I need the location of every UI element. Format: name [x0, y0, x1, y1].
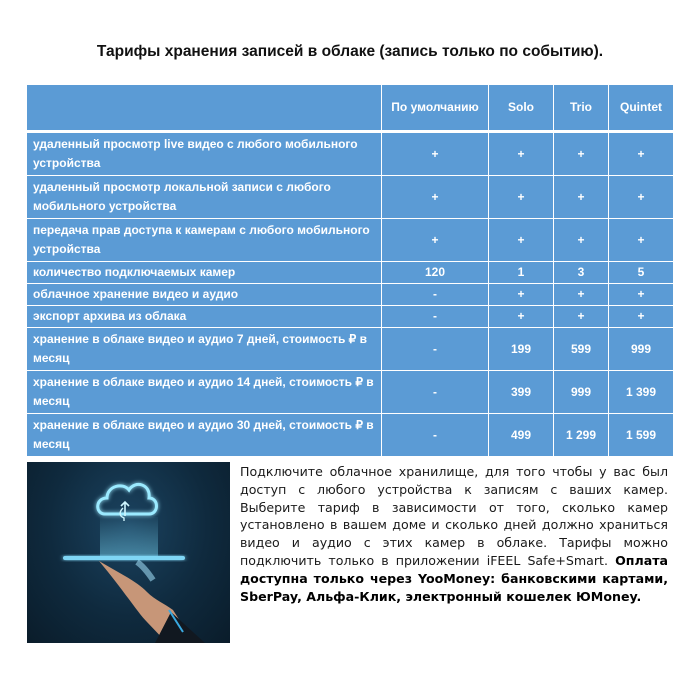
table-row	[27, 306, 673, 328]
table-row	[27, 219, 673, 262]
table-row	[27, 176, 673, 219]
cloud-sync-icon	[27, 462, 230, 643]
header-default: По умолчанию	[382, 85, 489, 132]
tariff-table	[27, 85, 673, 456]
cell-quintet: 1 399	[609, 371, 674, 414]
header-solo: Solo	[489, 85, 554, 132]
cell-quintet: 1 599	[609, 414, 674, 457]
cell-default: 120	[382, 262, 489, 284]
cell-solo: +	[489, 219, 554, 262]
cell-default: +	[382, 176, 489, 219]
row-label: хранение в облаке видео и аудио 30 дней, стоимость ₽ в месяц	[27, 414, 382, 457]
cell-trio: +	[554, 306, 609, 328]
cell-solo: 399	[489, 371, 554, 414]
cell-default: +	[382, 132, 489, 176]
table-row	[27, 132, 673, 176]
cell-quintet: 5	[609, 262, 674, 284]
row-label: удаленный просмотр локальной записи с любого мобильного устройства	[27, 176, 382, 219]
cell-solo: +	[489, 176, 554, 219]
cell-default: -	[382, 328, 489, 371]
table-row	[27, 284, 673, 306]
header-quintet: Quintet	[609, 85, 674, 132]
cell-default: +	[382, 219, 489, 262]
row-label: экспорт архива из облака	[27, 306, 382, 328]
description-regular: Подключите облачное хранилище, для того чтобы у вас был доступ с любого устройства к записям с ваших камер. Выберите тариф в зависимости от того, сколько камер установлено в вашем доме и сколько дней должно храниться видео и аудио с этих камер в облаке. Тарифы можно подключить только в приложении iFEEL Safe+Smart.	[240, 464, 668, 568]
cell-default: -	[382, 414, 489, 457]
row-label: хранение в облаке видео и аудио 14 дней, стоимость ₽ в месяц	[27, 371, 382, 414]
table-row	[27, 328, 673, 371]
cell-solo: +	[489, 284, 554, 306]
cell-trio: 3	[554, 262, 609, 284]
cell-solo: 199	[489, 328, 554, 371]
table-row	[27, 371, 673, 414]
cell-quintet: 999	[609, 328, 674, 371]
cell-trio: +	[554, 132, 609, 176]
cell-default: -	[382, 306, 489, 328]
page-title: Тарифы хранения записей в облаке (запись только по событию).	[96, 43, 604, 60]
cell-trio: 999	[554, 371, 609, 414]
cell-solo: 499	[489, 414, 554, 457]
description-text	[240, 463, 668, 605]
cell-default: -	[382, 371, 489, 414]
table-header-row	[27, 85, 673, 132]
row-label: удаленный просмотр live видео с любого мобильного устройства	[27, 132, 382, 176]
row-label: облачное хранение видео и аудио	[27, 284, 382, 306]
row-label: хранение в облаке видео и аудио 7 дней, стоимость ₽ в месяц	[27, 328, 382, 371]
table-row	[27, 262, 673, 284]
cell-trio: 599	[554, 328, 609, 371]
cloud-storage-photo	[27, 462, 230, 643]
payment-info: Оплата доступна только через YooMoney: банковскими картами, SberPay, Альфа-Клик, электронный кошелек ЮMoney.	[240, 552, 668, 604]
cell-quintet: +	[609, 219, 674, 262]
cell-quintet: +	[609, 306, 674, 328]
cell-solo: +	[489, 132, 554, 176]
cell-default: -	[382, 284, 489, 306]
cell-solo: +	[489, 306, 554, 328]
cell-trio: +	[554, 176, 609, 219]
row-label: количество подключаемых камер	[27, 262, 382, 284]
header-trio: Trio	[554, 85, 609, 132]
cell-trio: 1 299	[554, 414, 609, 457]
table-row	[27, 414, 673, 457]
cell-solo: 1	[489, 262, 554, 284]
cell-trio: +	[554, 284, 609, 306]
cell-quintet: +	[609, 176, 674, 219]
cell-quintet: +	[609, 284, 674, 306]
row-label: передача прав доступа к камерам с любого мобильного устройства	[27, 219, 382, 262]
cell-trio: +	[554, 219, 609, 262]
header-feature	[27, 85, 382, 132]
cell-quintet: +	[609, 132, 674, 176]
